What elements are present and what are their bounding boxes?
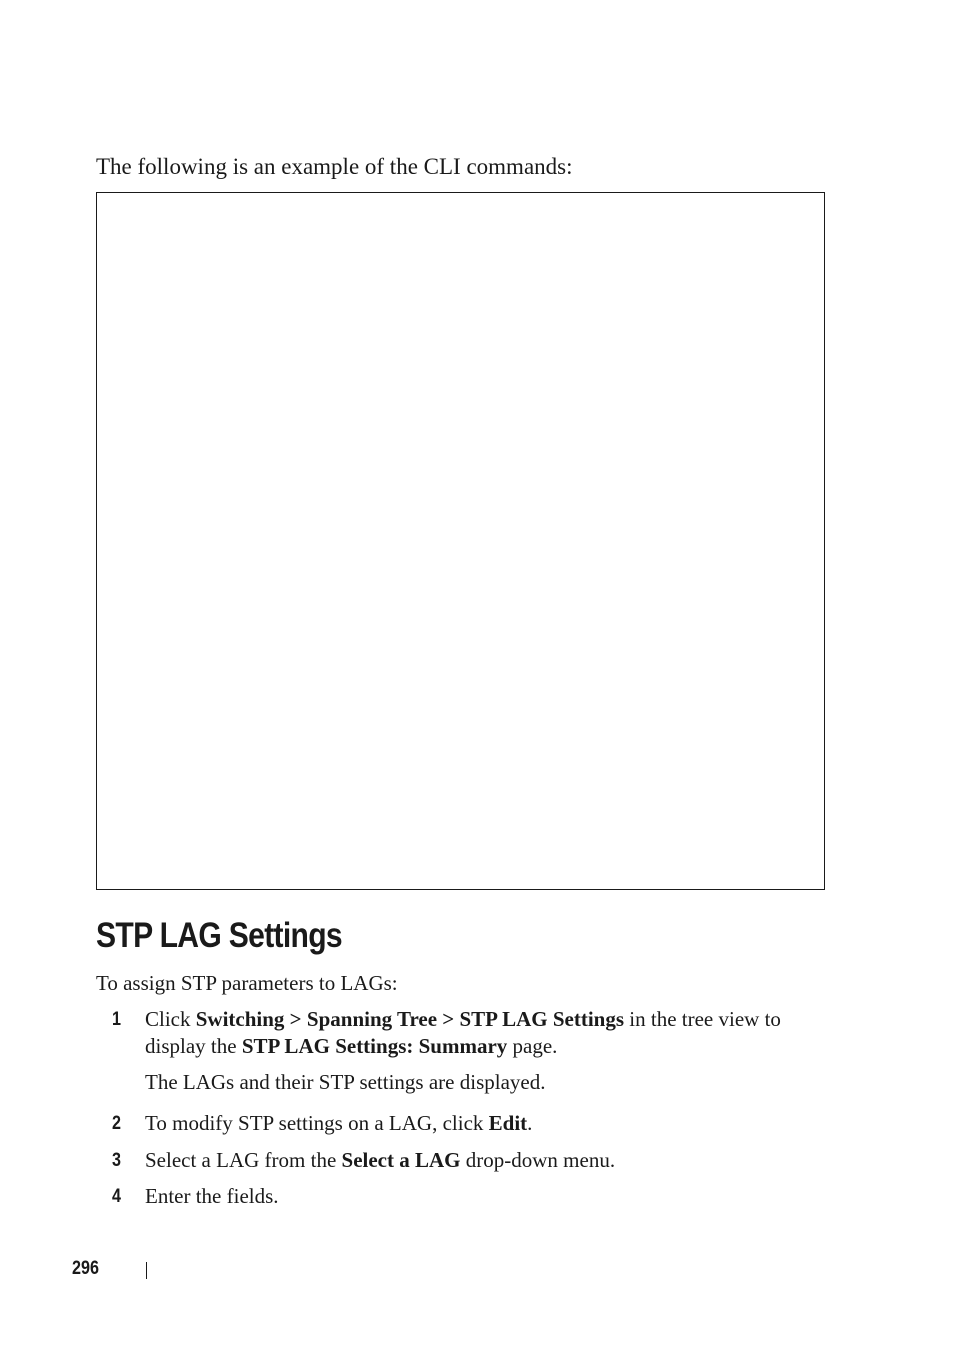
step-text: Select a LAG from the <box>145 1148 342 1172</box>
cli-intro-text: The following is an example of the CLI commands: <box>96 154 573 179</box>
step-note: The LAGs and their STP settings are displayed. <box>145 1070 546 1094</box>
edit-label: Edit <box>488 1111 528 1135</box>
step-text: Enter the fields. <box>145 1184 279 1208</box>
cli-example-box <box>96 192 825 890</box>
menu-path: Switching > Spanning Tree > STP LAG Settings <box>195 1007 625 1031</box>
section-lead: To assign STP parameters to LAGs: <box>96 971 398 995</box>
step-text: . <box>527 1111 533 1135</box>
step-body <box>145 1147 836 1174</box>
step-body <box>145 1183 836 1210</box>
step-number: 4 <box>112 1186 121 1207</box>
footer-divider <box>146 1262 147 1279</box>
step-number: 3 <box>112 1150 121 1171</box>
page-name: STP LAG Settings: Summary <box>241 1034 508 1058</box>
step-2 <box>96 1110 836 1137</box>
step-text: drop-down menu. <box>460 1148 616 1172</box>
step-text: page. <box>507 1034 558 1058</box>
step-body <box>145 1110 836 1137</box>
step-text: To modify STP settings on a LAG, click <box>145 1111 489 1135</box>
page-number: 296 <box>72 1258 99 1279</box>
step-3 <box>96 1147 836 1174</box>
step-body <box>145 1006 836 1060</box>
select-lag-label: Select a LAG <box>341 1148 461 1172</box>
step-1 <box>96 1006 836 1096</box>
step-text: Click <box>145 1007 196 1031</box>
step-4 <box>96 1183 836 1210</box>
step-number: 2 <box>112 1113 121 1134</box>
section-title: STP LAG Settings <box>96 916 343 955</box>
step-text: in the tree view to display the <box>145 1007 781 1058</box>
step-number: 1 <box>112 1009 121 1030</box>
